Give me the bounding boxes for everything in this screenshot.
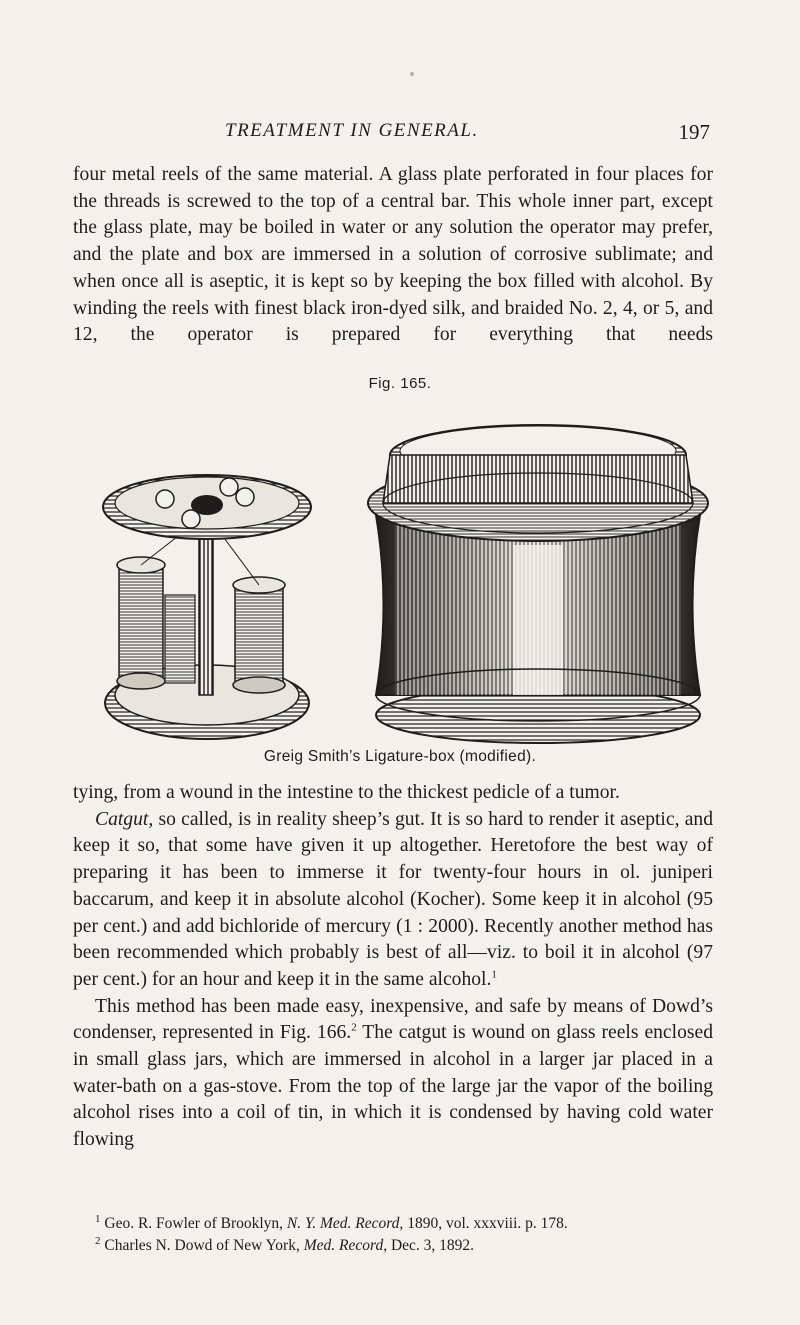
catgut-text: so called, is in reality sheep’s gut. It is so hard to render it aseptic, and keep it so, that some have given it up altogether. Heretofore the best way of preparing it has been to immerse it for twenty-four hours in ol. juniperi baccarum, and keep it in absolute alcohol (Kocher). Some keep it in alcohol (95 per cent.) and add bichloride of mercury (1 : 2000). Recently another method has been recommended which probably is best of all—viz. to boil it in alcohol (97 per cent.) for an hour and keep it in the same alcohol.	[73, 808, 713, 990]
top-paragraph-block	[73, 162, 713, 349]
dowd-text-a: This method has been made easy, inexpensive, and safe by means of Dowd’s condenser, represented in Fig. 166.	[73, 995, 713, 1044]
footnote-ref-1: 1	[491, 968, 497, 981]
page-number: 197	[678, 120, 710, 144]
footnote-journal: N. Y. Med. Record,	[286, 1215, 404, 1232]
top-paragraph: four metal reels of the same material. A glass plate perforated in four places for the threads is screwed to the top of a central bar. This whole inner part, except the glass plate, may be boiled in water or any solution the operator may prefer, and the plate and box are immersed in a solution of corrosive sublimate; and when once all is aseptic, it is kept so by keeping the box filled with alcohol. By winding the reels with finest black iron-dyed silk, and braided No. 2, 4, or 5, and 12, the operator is prepared for everything that needs	[73, 164, 713, 346]
print-speck	[410, 72, 414, 76]
footnote-marker: 2	[95, 1234, 101, 1247]
running-title: TREATMENT IN GENERAL.	[225, 120, 479, 141]
dowd-paragraph	[73, 994, 713, 1154]
figure-caption: Greig Smith’s Ligature-box (modified).	[263, 748, 537, 765]
footnote-1	[73, 1213, 713, 1235]
footnote-marker: 1	[95, 1212, 101, 1225]
footnote-text: Charles N. Dowd of New York,	[100, 1237, 304, 1254]
footnote-text: Dec. 3, 1892.	[387, 1237, 475, 1254]
body-text-block	[73, 780, 713, 1154]
running-head	[225, 120, 710, 150]
figure-label: Fig. 165.	[368, 375, 432, 392]
footnote-text: 1890, vol. xxxviii. p. 178.	[403, 1215, 568, 1232]
footnote-journal: Med. Record,	[303, 1237, 388, 1254]
footnote-text: Geo. R. Fowler of Brooklyn,	[100, 1215, 287, 1232]
dowd-text-b: The catgut is wound on glass reels enclosed in small glass jars, which are immersed in alcohol in a larger jar placed in a water-bath on a gas-stove. From the top of the large jar the vapor of the boiling alcohol rises into a coil of tin, in which it is condensed by having cold water flowing	[73, 1022, 713, 1151]
continuation-paragraph: tying, from a wound in the intestine to the thickest pedicle of a tumor.	[73, 782, 620, 803]
footnote-2	[73, 1235, 713, 1257]
footnotes	[73, 1213, 713, 1257]
footnote-ref-2: 2	[351, 1021, 357, 1034]
catgut-paragraph	[73, 807, 713, 994]
inner-frame-drawing	[103, 475, 311, 739]
closed-box-drawing	[368, 425, 708, 743]
ligature-box-illustration	[95, 395, 710, 745]
catgut-term: Catgut,	[95, 808, 154, 830]
